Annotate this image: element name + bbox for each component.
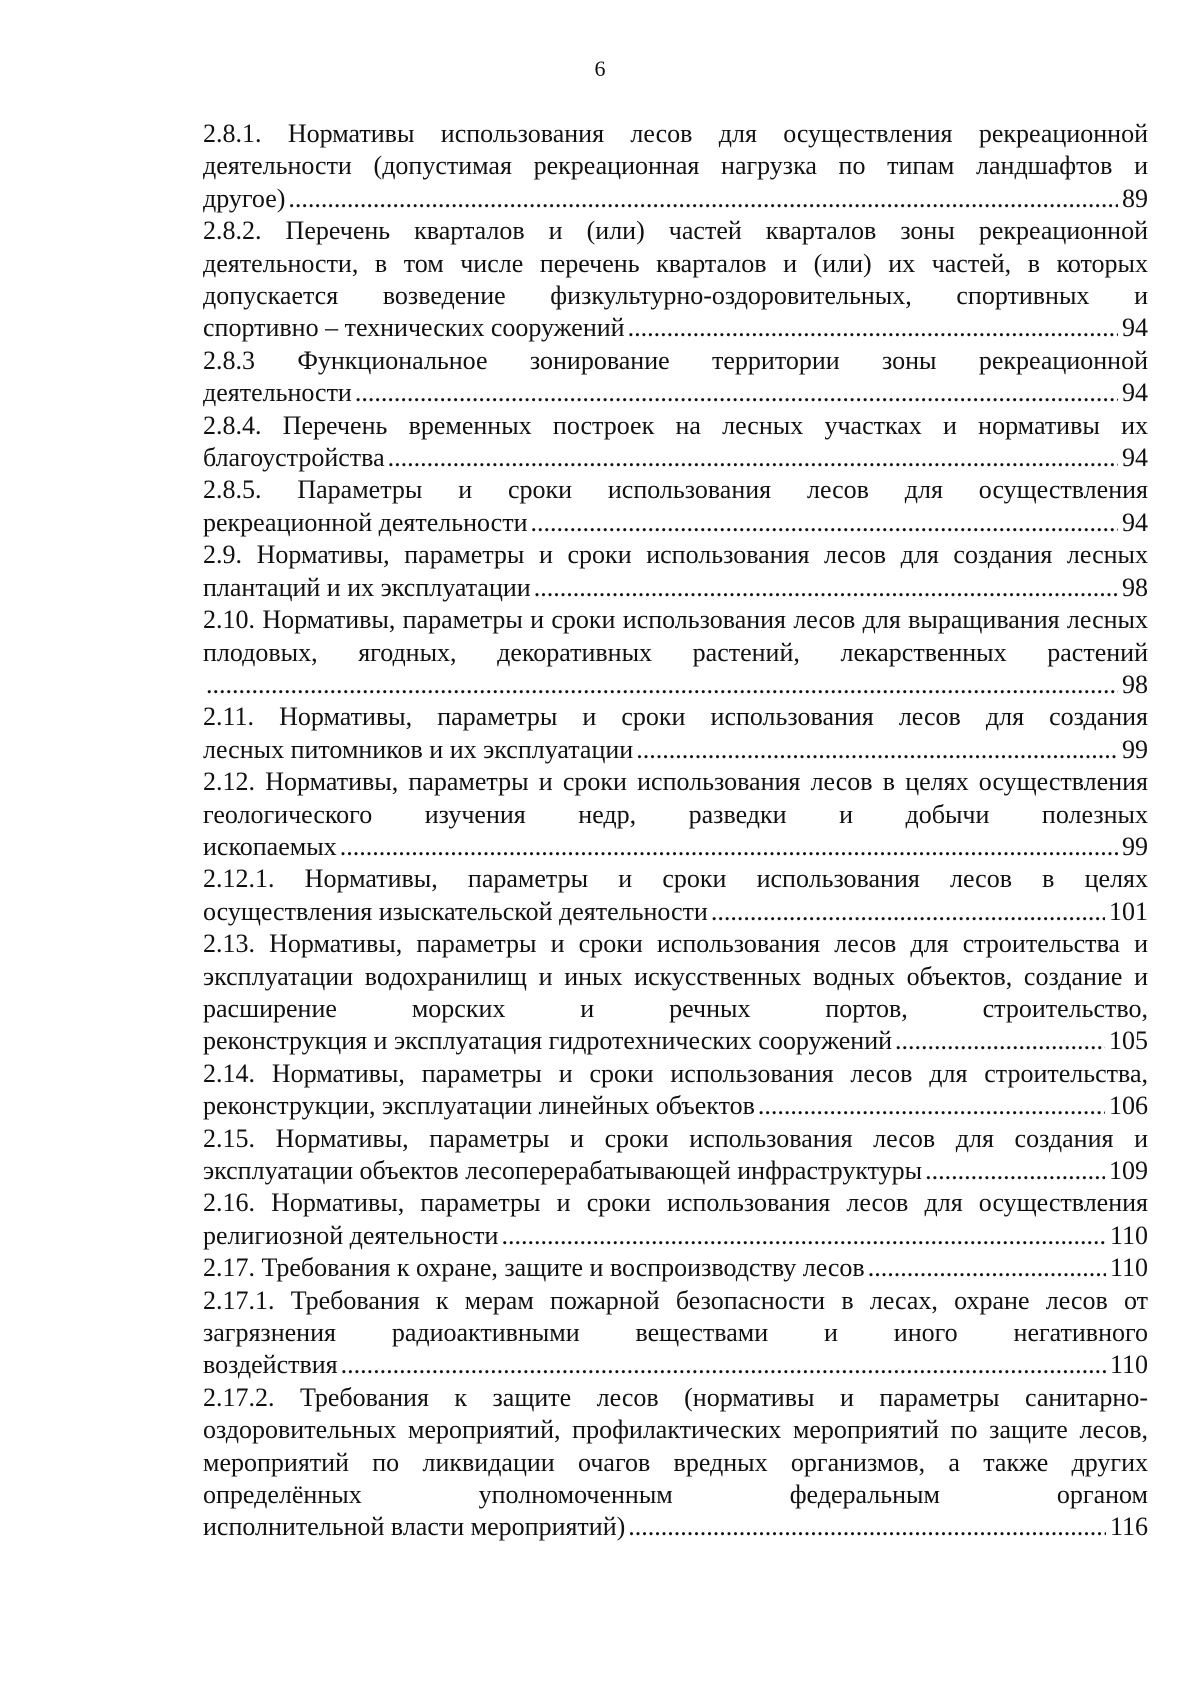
- toc-entry-2-13: [203, 928, 1148, 1058]
- toc-entry-last-text: ископаемых: [203, 831, 337, 861]
- toc-entry-last-text: лесных питомников и их эксплуатации: [203, 734, 634, 764]
- dot-leader: [341, 1349, 1106, 1381]
- toc-entry-last-text: исполнительной власти мероприятий): [203, 1512, 626, 1542]
- toc-entry-last-text: благоустройства: [203, 443, 385, 473]
- toc-entry-last-text: рекреационной деятельности: [203, 507, 528, 537]
- toc-entry-text: 2.15. Нормативы, параметры и сроки использования лесов для создания и: [203, 1123, 1148, 1153]
- toc-entry-last-text: 2.17. Требования к охране, защите и воспроизводству лесов: [203, 1253, 865, 1283]
- dot-leader: [288, 183, 1118, 215]
- dot-leader: [206, 669, 1118, 701]
- toc-entry-last-text: воздействия: [203, 1350, 338, 1380]
- toc-entry-text: 2.17.1. Требования к мерам пожарной безопасности в лесах, охране лесов от загрязнения радиоактивными веществами и иного негативного: [203, 1285, 1148, 1348]
- toc-entry-last-line: [203, 896, 1148, 928]
- toc-page-number: 110: [1109, 1220, 1148, 1250]
- toc-entry-2-8-1: [203, 118, 1148, 215]
- dot-leader: [355, 377, 1118, 409]
- toc-entry-last-text: реконструкция и эксплуатация гидротехнических сооружений: [203, 1026, 893, 1056]
- toc-entry-2-8-4: [203, 410, 1148, 475]
- toc-entry-2-17: [203, 1252, 1148, 1284]
- dot-leader: [628, 1511, 1106, 1543]
- toc-entry-text: 2.8.2. Перечень кварталов и (или) частей кварталов зоны рекреационной деятельности, в том числе перечень кварталов и (или) их частей, в которых допускается возведение физкультурно-оздоровительных, спортивных и: [203, 216, 1148, 311]
- toc-entry-text: 2.8.3 Функциональное зонирование территории зоны рекреационной: [203, 345, 1148, 375]
- toc-page-number: 94: [1122, 507, 1148, 537]
- dot-leader: [925, 1155, 1105, 1187]
- toc-page-number: 116: [1109, 1512, 1148, 1542]
- toc-page-number: 99: [1122, 831, 1148, 861]
- toc-page-number: 105: [1109, 1026, 1148, 1056]
- toc-entry-2-8-2: [203, 215, 1148, 345]
- toc-entry-2-16: [203, 1187, 1148, 1252]
- dot-leader: [636, 734, 1118, 766]
- toc-entry-last-text: реконструкции, эксплуатации линейных объектов: [203, 1091, 755, 1121]
- toc-page-number: 101: [1109, 896, 1148, 926]
- dot-leader: [711, 896, 1105, 928]
- toc-entry-2-17-2: [203, 1382, 1148, 1544]
- toc-entry-last-line: [203, 312, 1148, 344]
- toc-entry-last-line: [203, 1155, 1148, 1187]
- toc-entry-last-line: [203, 1252, 1148, 1284]
- dot-leader: [758, 1090, 1105, 1122]
- dot-leader: [895, 1025, 1105, 1057]
- dot-leader: [534, 572, 1118, 604]
- dot-leader: [868, 1252, 1106, 1284]
- toc-entry-last-line: [203, 377, 1148, 409]
- toc-entry-last-text: осуществления изыскательской деятельности: [203, 896, 708, 926]
- table-of-contents: [203, 118, 1148, 1544]
- toc-entry-text: 2.8.5. Параметры и сроки использования лесов для осуществления: [203, 475, 1148, 505]
- toc-entry-2-12: [203, 766, 1148, 863]
- toc-page-number: 109: [1109, 1156, 1148, 1185]
- toc-entry-text: 2.8.4. Перечень временных построек на лесных участках и нормативы их: [203, 410, 1148, 440]
- toc-entry-last-line: [203, 572, 1148, 604]
- toc-entry-text: 2.11. Нормативы, параметры и сроки использования лесов для создания: [203, 702, 1148, 732]
- dot-leader: [530, 507, 1118, 539]
- toc-page-number: 98: [1122, 572, 1148, 602]
- toc-page-number: 110: [1109, 1253, 1148, 1283]
- toc-page-number: 106: [1109, 1091, 1148, 1121]
- toc-entry-text: 2.9. Нормативы, параметры и сроки использования лесов для создания лесных: [203, 540, 1148, 570]
- toc-entry-last-text: спортивно – технических сооружений: [203, 313, 625, 343]
- dot-leader: [501, 1220, 1106, 1252]
- dot-leader: [340, 831, 1118, 863]
- toc-entry-text: 2.17.2. Требования к защите лесов (нормативы и параметры санитарно-оздоровительных мероприятий, профилактических мероприятий по защите лесов, мероприятий по ликвидации очагов вредных организмов, а также других определённых уполномоченным федеральным органом: [203, 1382, 1148, 1510]
- toc-entry-2-10: [203, 604, 1148, 701]
- toc-page-number: 98: [1122, 669, 1148, 699]
- toc-entry-last-line: [203, 734, 1148, 766]
- toc-entry-text: 2.12.1. Нормативы, параметры и сроки использования лесов в целях: [203, 864, 1148, 894]
- toc-entry-last-text: деятельности: [203, 378, 352, 408]
- toc-entry-last-text: религиозной деятельности: [203, 1220, 499, 1250]
- toc-entry-last-line: [203, 183, 1148, 215]
- toc-entry-2-8-5: [203, 474, 1148, 539]
- toc-entry-last-line: [203, 831, 1148, 863]
- toc-page-number: 94: [1122, 443, 1148, 473]
- toc-entry-2-8-3: [203, 345, 1148, 410]
- toc-entry-text: 2.14. Нормативы, параметры и сроки использования лесов для строительства,: [203, 1058, 1148, 1088]
- toc-entry-last-line: [203, 1090, 1148, 1122]
- toc-entry-text: 2.13. Нормативы, параметры и сроки использования лесов для строительства и эксплуатации водохранилищ и иных искусственных водных объектов, создание и расширение морских и речных портов, строительство,: [203, 929, 1148, 1023]
- toc-entry-2-11: [203, 701, 1148, 766]
- toc-entry-last-line: [203, 1349, 1148, 1381]
- toc-entry-last-text: другое): [203, 183, 286, 213]
- toc-entry-text: 2.10. Нормативы, параметры и сроки использования лесов для выращивания лесных плодовых, ягодных, декоративных растений, лекарственных растений: [203, 605, 1148, 667]
- toc-entry-last-line: [203, 1220, 1148, 1252]
- toc-entry-2-17-1: [203, 1285, 1148, 1382]
- dot-leader: [388, 442, 1118, 474]
- toc-entry-text: 2.12. Нормативы, параметры и сроки использования лесов в целях осуществления геологического изучения недр, разведки и добычи полезных: [203, 767, 1148, 829]
- toc-entry-last-line: [203, 507, 1148, 539]
- toc-entry-last-line: [203, 1511, 1148, 1543]
- toc-page-number: 110: [1109, 1350, 1148, 1380]
- toc-page-number: 94: [1122, 378, 1148, 408]
- dot-leader: [628, 312, 1118, 344]
- toc-entry-last-line: [203, 669, 1148, 701]
- toc-entry-last-text: эксплуатации объектов лесоперерабатывающей инфраструктуры: [203, 1156, 923, 1185]
- toc-entry-2-12-1: [203, 863, 1148, 928]
- toc-entry-last-line: [203, 1025, 1148, 1057]
- toc-page-number: 89: [1122, 183, 1148, 213]
- toc-page-number: 94: [1122, 313, 1148, 343]
- page-number: 6: [594, 56, 606, 81]
- toc-entry-text: 2.8.1. Нормативы использования лесов для осуществления рекреационной деятельности (допустимая рекреационная нагрузка по типам ландшафтов и: [203, 119, 1148, 181]
- toc-entry-2-15: [203, 1123, 1148, 1188]
- toc-page-number: 99: [1122, 734, 1148, 764]
- toc-entry-2-9: [203, 539, 1148, 604]
- toc-entry-text: 2.16. Нормативы, параметры и сроки использования лесов для осуществления: [203, 1188, 1148, 1218]
- toc-entry-2-14: [203, 1058, 1148, 1123]
- toc-entry-last-text: плантаций и их эксплуатации: [203, 572, 531, 602]
- toc-entry-last-line: [203, 442, 1148, 474]
